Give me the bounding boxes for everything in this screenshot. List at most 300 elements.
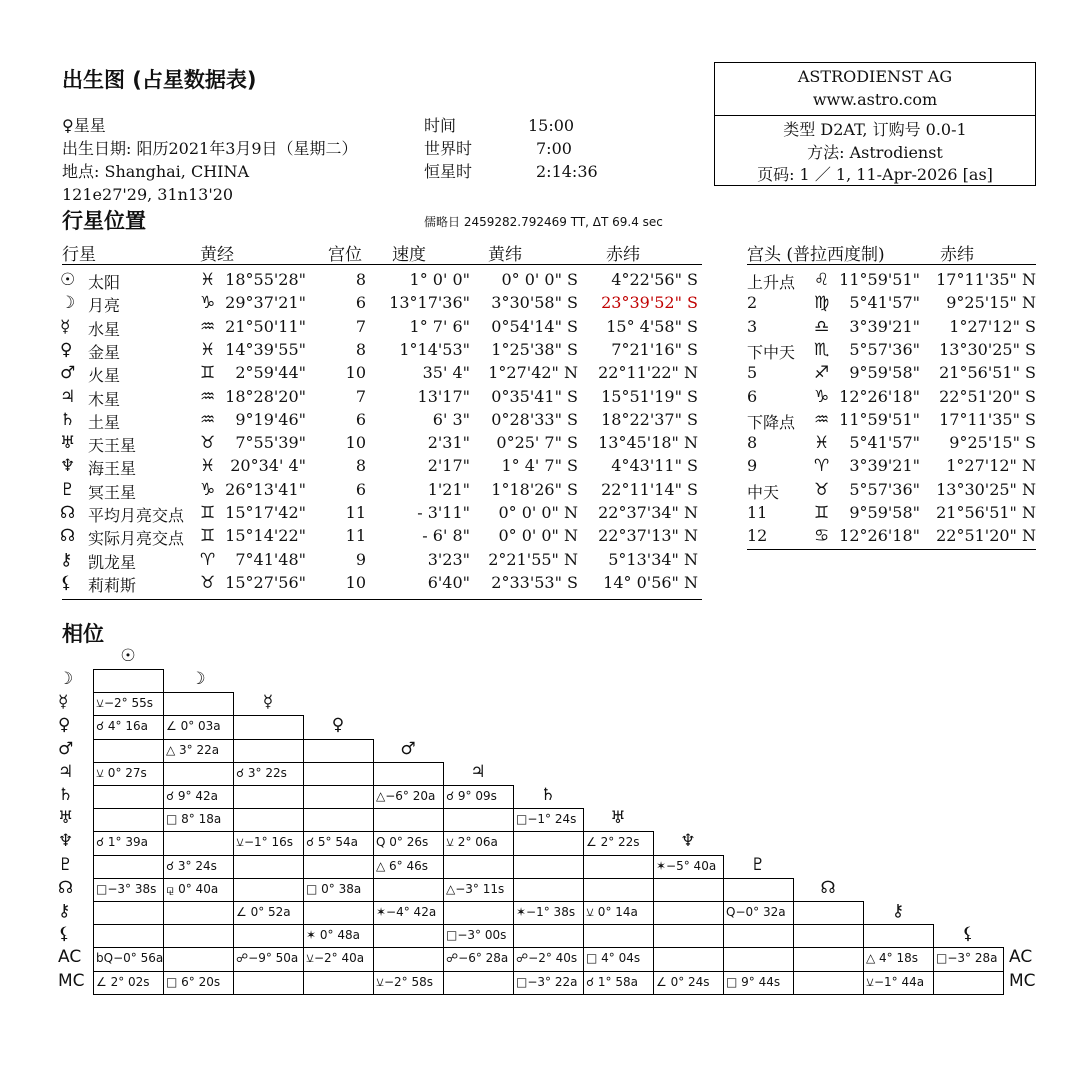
aspect-cell: ⚼ 0° 40a — [163, 878, 234, 902]
birth-date: 出生日期: 阳历2021年3月9日（星期二） — [62, 139, 358, 158]
planet-declination: 5°13'34" N — [608, 549, 698, 569]
house-declination: 17°11'35" N — [936, 270, 1036, 289]
sign-icon: ♌ — [814, 270, 830, 290]
planet-latitude: 0°25' 7" S — [496, 433, 578, 453]
aspect-cell — [653, 947, 724, 971]
planet-declination: 22°11'14" S — [601, 479, 698, 499]
aspect-column-symbol: ♃ — [470, 761, 486, 782]
aspect-cell — [303, 808, 374, 832]
aspect-cell: □ 4° 04s — [583, 947, 654, 971]
sign-icon: ♉ — [200, 572, 216, 593]
aspect-column-symbol: ⚸ — [961, 924, 975, 945]
aspect-cell: □ 6° 20s — [163, 971, 234, 995]
sidereal-value: 2:14:36 — [536, 162, 598, 181]
house-name: 12 — [747, 526, 768, 546]
house-bottom-rule — [747, 549, 1036, 550]
planet-house: 6 — [355, 409, 366, 429]
aspect-column-symbol: ♆ — [680, 831, 696, 852]
house-name: 5 — [747, 363, 758, 383]
aspect-cell: □−3° 28a — [933, 947, 1004, 971]
house-declination: 22°51'20" S — [939, 386, 1036, 406]
planet-longitude: 15°27'56" — [225, 572, 306, 592]
planet-latitude: 2°33'53" S — [491, 572, 578, 592]
sign-icon: ♓ — [814, 433, 830, 454]
aspect-column-symbol: ♂ — [400, 738, 416, 759]
aspect-cell: ✶−1° 38s — [513, 901, 584, 925]
planet-longitude: 26°13'41" — [225, 479, 306, 499]
house-longitude: 5°41'57" — [849, 433, 920, 453]
aspect-cell — [163, 947, 234, 971]
aspect-cell: ∠ 0° 03a — [163, 715, 234, 739]
aspect-cell — [723, 924, 794, 948]
house-declination: 13°30'25" N — [936, 479, 1036, 499]
sign-icon: ♎ — [814, 316, 830, 337]
house-name: 中天 — [747, 482, 780, 502]
aspect-cell: □−1° 24s — [513, 808, 584, 832]
planet-symbol: ♆ — [60, 456, 76, 477]
aspect-cell: ⚺−1° 44a — [863, 971, 934, 995]
aspect-cell: △ 4° 18s — [863, 947, 934, 971]
aspect-row-symbol: ☽ — [58, 669, 74, 689]
planet-name: 太阳 — [88, 273, 121, 292]
house-declination: 9°25'15" N — [946, 293, 1036, 313]
aspect-cell — [793, 971, 864, 995]
planet-declination: 15°51'19" S — [601, 386, 698, 406]
aspect-cell — [303, 762, 374, 786]
aspect-cell — [163, 692, 234, 716]
planet-speed: 13'17" — [417, 386, 470, 406]
birth-place: 地点: Shanghai, CHINA — [62, 162, 250, 181]
planet-name: 冥王星 — [88, 482, 137, 502]
planet-symbol: ♃ — [60, 386, 76, 407]
planet-name: 凯龙星 — [88, 552, 137, 572]
aspect-cell — [93, 785, 164, 809]
planet-symbol: ♅ — [60, 433, 76, 454]
aspect-cell — [233, 808, 304, 832]
sign-icon: ♒ — [200, 386, 216, 407]
house-declination: 1°27'12" N — [946, 456, 1036, 476]
planet-house: 11 — [345, 503, 366, 522]
aspect-cell — [373, 924, 444, 948]
aspect-cell: □−3° 22a — [513, 971, 584, 995]
planet-symbol: ☊ — [60, 526, 76, 547]
sign-icon: ♑ — [200, 479, 216, 500]
aspect-cell — [443, 901, 514, 925]
house-declination: 1°27'12" S — [949, 316, 1036, 336]
sign-icon: ♈ — [200, 549, 216, 570]
aspect-cell — [443, 855, 514, 879]
aspect-row-symbol: ⚷ — [58, 901, 71, 921]
sign-icon: ♊ — [200, 503, 216, 523]
aspect-column-symbol: ☽ — [190, 669, 206, 689]
house-header-rule — [747, 264, 1036, 265]
house-longitude: 11°59'51" — [839, 409, 920, 429]
infobox-divider — [715, 115, 1035, 116]
aspect-cell — [93, 739, 164, 763]
col-speed: 速度 — [392, 245, 426, 265]
aspect-cell: □ 8° 18a — [163, 808, 234, 832]
planet-name: 水星 — [88, 319, 121, 339]
house-name: 下降点 — [747, 412, 796, 432]
aspect-cell: ☌ 9° 42a — [163, 785, 234, 809]
planet-declination: 22°11'22" N — [598, 363, 698, 383]
planet-declination: 4°43'11" S — [611, 456, 698, 476]
planet-name: 莉莉斯 — [88, 575, 137, 595]
aspect-cell: ⚺ 2° 06a — [443, 831, 514, 855]
aspect-cell — [373, 762, 444, 786]
aspect-row-label: AC — [1009, 947, 1033, 968]
planet-longitude: 18°55'28" — [225, 270, 306, 289]
col-house-declination: 赤纬 — [940, 245, 974, 265]
house-name: 上升点 — [747, 273, 796, 292]
julian-day: 儒略日 2459282.792469 TT, ΔT 69.4 sec — [424, 215, 663, 229]
house-declination: 22°51'20" N — [936, 526, 1036, 546]
col-declination: 赤纬 — [606, 245, 640, 265]
planet-bottom-rule — [62, 599, 702, 600]
planet-house: 11 — [345, 526, 366, 546]
aspect-cell — [93, 669, 164, 693]
aspect-cell — [163, 924, 234, 948]
aspect-cell — [513, 831, 584, 855]
planet-longitude: 9°19'46" — [235, 409, 306, 429]
planet-house: 6 — [355, 293, 366, 313]
aspect-cell — [163, 901, 234, 925]
house-longitude: 3°39'21" — [849, 316, 920, 336]
planet-speed: 2'31" — [427, 433, 470, 453]
planet-latitude: 0° 0' 0" S — [501, 270, 578, 289]
planet-house: 10 — [345, 572, 366, 592]
sign-icon: ♏ — [814, 339, 830, 360]
planet-symbol: ⚸ — [60, 572, 73, 593]
aspect-cell — [163, 831, 234, 855]
aspect-cell: ☍−9° 50a — [233, 947, 304, 971]
aspect-cell — [233, 785, 304, 809]
planet-speed: 6'40" — [427, 572, 470, 592]
sign-icon: ♊ — [200, 526, 216, 547]
planet-longitude: 15°17'42" — [225, 503, 306, 522]
aspect-cell — [513, 924, 584, 948]
house-name: 11 — [747, 503, 768, 522]
aspect-cell: ⚺−2° 58s — [373, 971, 444, 995]
planet-longitude: 7°41'48" — [235, 549, 306, 569]
planet-longitude: 29°37'21" — [225, 293, 306, 313]
aspect-cell — [233, 924, 304, 948]
aspect-cell: □−3° 38s — [93, 878, 164, 902]
planet-name: 火星 — [88, 366, 121, 386]
aspect-cell: ⚺−2° 40a — [303, 947, 374, 971]
aspect-cell — [793, 901, 864, 925]
aspect-cell: ⚺ 0° 27s — [93, 762, 164, 786]
aspect-cell — [443, 808, 514, 832]
planet-speed: 3'23" — [427, 549, 470, 569]
planet-name: 海王星 — [88, 459, 137, 479]
sign-icon: ♉ — [814, 479, 830, 500]
house-declination: 13°30'25" S — [939, 339, 1036, 359]
planet-name: 土星 — [88, 412, 121, 432]
planet-name: 金星 — [88, 342, 121, 362]
planet-longitude: 21°50'11" — [225, 316, 306, 336]
aspect-cell — [303, 971, 374, 995]
planet-speed: 2'17" — [427, 456, 470, 476]
aspect-cell: ⚺−2° 55s — [93, 692, 164, 716]
aspect-cell — [93, 901, 164, 925]
sign-icon: ♒ — [200, 316, 216, 337]
planet-latitude: 0°35'41" S — [491, 386, 578, 406]
planet-positions-heading: 行星位置 — [62, 209, 146, 233]
aspect-cell: ∠ 2° 22s — [583, 831, 654, 855]
astrodienst-infobox — [714, 62, 1036, 186]
aspect-cell: ☌ 9° 09s — [443, 785, 514, 809]
planet-house: 9 — [355, 549, 366, 569]
page-number: 页码: 1 ／ 1, 11-Apr-2026 [as] — [757, 165, 993, 184]
website: www.astro.com — [812, 90, 938, 109]
aspect-row-symbol: ♆ — [58, 831, 74, 852]
aspect-row-symbol: ♅ — [58, 808, 74, 829]
aspect-cell: ☌ 4° 16a — [93, 715, 164, 739]
company-name: ASTRODIENST AG — [797, 67, 953, 86]
aspect-column-symbol: ☿ — [262, 692, 274, 713]
sign-icon: ♑ — [814, 386, 830, 407]
planet-symbol: ♇ — [60, 479, 76, 500]
house-name: 6 — [747, 386, 758, 406]
person-name: ♀星星 — [62, 116, 106, 135]
planet-longitude: 14°39'55" — [225, 339, 306, 359]
aspect-cell — [93, 808, 164, 832]
sign-icon: ♋ — [814, 526, 830, 547]
aspect-row-symbol: MC — [58, 970, 85, 991]
planet-symbol: ⚷ — [60, 549, 73, 570]
house-declination: 21°56'51" S — [939, 363, 1036, 383]
planet-declination: 22°37'13" N — [598, 526, 698, 546]
planet-latitude: 0° 0' 0" N — [498, 526, 578, 546]
house-longitude: 3°39'21" — [849, 456, 920, 476]
aspect-cell — [233, 739, 304, 763]
aspect-cell: ☍−6° 28a — [443, 947, 514, 971]
planet-speed: 13°17'36" — [389, 293, 470, 313]
planet-speed: 1'21" — [427, 479, 470, 499]
planet-symbol: ☊ — [60, 503, 76, 523]
planet-house: 8 — [355, 270, 366, 289]
planet-latitude: 3°30'58" S — [491, 293, 578, 313]
planet-name: 天王星 — [88, 436, 137, 456]
planet-latitude: 2°21'55" N — [488, 549, 578, 569]
planet-latitude: 1° 4' 7" S — [501, 456, 578, 476]
aspect-cell — [933, 971, 1004, 995]
house-name: 2 — [747, 293, 758, 313]
house-declination: 17°11'35" S — [939, 409, 1036, 429]
aspect-cell: ∠ 0° 24s — [653, 971, 724, 995]
planet-longitude: 7°55'39" — [235, 433, 306, 453]
chart-type: 类型 D2AT, 订购号 0.0-1 — [783, 120, 967, 139]
aspect-cell: △ 6° 46s — [373, 855, 444, 879]
col-planet: 行星 — [62, 245, 96, 265]
page-title: 出生图 (占星数据表) — [62, 68, 257, 92]
aspect-row-symbol: ♄ — [58, 785, 74, 805]
aspect-row-symbol: ♇ — [58, 854, 74, 875]
planet-house: 6 — [355, 479, 366, 499]
aspect-row-symbol: ♂ — [58, 738, 74, 759]
house-declination: 9°25'15" S — [949, 433, 1036, 453]
aspect-cell — [163, 762, 234, 786]
aspect-cell: □ 9° 44s — [723, 971, 794, 995]
house-name: 9 — [747, 456, 758, 476]
method: 方法: Astrodienst — [807, 143, 943, 162]
aspect-column-symbol: ♀ — [331, 715, 345, 736]
aspect-cell — [233, 715, 304, 739]
aspect-cell: ∠ 0° 52a — [233, 901, 304, 925]
planet-speed: 1° 7' 6" — [409, 316, 470, 336]
planet-symbol: ☉ — [60, 270, 76, 290]
person-info — [62, 114, 358, 206]
sidereal-label: 恒星时 — [424, 162, 473, 181]
aspect-cell — [443, 971, 514, 995]
aspect-cell: ∠ 2° 02s — [93, 971, 164, 995]
aspect-cell — [303, 739, 374, 763]
aspect-cell — [303, 901, 374, 925]
aspect-cell — [653, 924, 724, 948]
aspect-cell — [583, 878, 654, 902]
aspect-cell — [653, 878, 724, 902]
aspect-cell: ☌ 5° 54a — [303, 831, 374, 855]
planet-name: 平均月亮交点 — [88, 506, 185, 525]
col-house-cusps: 宫头 (普拉西度制) — [747, 245, 885, 265]
house-declination: 21°56'51" N — [936, 503, 1036, 522]
planet-house: 7 — [355, 386, 366, 406]
house-longitude: 5°57'36" — [849, 339, 920, 359]
planet-speed: - 3'11" — [417, 503, 470, 522]
aspect-cell — [373, 808, 444, 832]
sign-icon: ♈ — [814, 456, 830, 477]
planet-house: 7 — [355, 316, 366, 336]
aspect-cell: △−6° 20a — [373, 785, 444, 809]
time-labels — [424, 114, 472, 183]
aspect-cell: ✶−5° 40a — [653, 855, 724, 879]
planet-house: 8 — [355, 456, 366, 476]
aspect-cell: Q−0° 32a — [723, 901, 794, 925]
planet-longitude: 18°28'20" — [225, 386, 306, 406]
aspect-cell — [373, 878, 444, 902]
planet-declination: 23°39'52" S — [601, 293, 698, 313]
aspect-row-symbol: ☊ — [58, 877, 74, 898]
aspect-column-symbol: ☉ — [120, 645, 136, 666]
planet-longitude: 15°14'22" — [225, 526, 306, 546]
aspect-cell — [233, 855, 304, 879]
aspect-cell — [583, 855, 654, 879]
planet-declination: 14° 0'56" N — [603, 572, 698, 592]
aspect-column-symbol: ♄ — [540, 785, 556, 805]
aspect-row-symbol: ⚸ — [58, 924, 71, 945]
aspect-cell: ✶−4° 42a — [373, 901, 444, 925]
house-longitude: 5°57'36" — [849, 479, 920, 499]
aspect-cell: △−3° 11s — [443, 878, 514, 902]
aspect-cell: Q 0° 26s — [373, 831, 444, 855]
aspect-cell — [653, 901, 724, 925]
aspect-row-label: MC — [1009, 970, 1036, 991]
planet-speed: 1° 0' 0" — [409, 270, 470, 289]
aspect-cell — [373, 947, 444, 971]
planet-symbol: ♀ — [60, 339, 73, 360]
aspect-column-symbol: ♇ — [750, 854, 766, 875]
planet-declination: 18°22'37" S — [601, 409, 698, 429]
col-longitude: 黄经 — [200, 245, 234, 265]
aspect-cell — [793, 924, 864, 948]
aspect-cell: ☌ 3° 24s — [163, 855, 234, 879]
aspect-cell: ☌ 3° 22s — [233, 762, 304, 786]
aspect-cell — [583, 924, 654, 948]
ut-value: 7:00 — [536, 139, 572, 158]
sign-icon: ♒ — [200, 409, 216, 430]
planet-longitude: 20°34' 4" — [230, 456, 306, 476]
planet-declination: 4°22'56" S — [611, 270, 698, 289]
planet-symbol: ☿ — [60, 316, 71, 337]
aspect-cell — [723, 947, 794, 971]
planet-latitude: 1°25'38" S — [491, 339, 578, 359]
planet-symbol: ♄ — [60, 409, 76, 430]
sign-icon: ♓ — [200, 456, 216, 477]
house-name: 下中天 — [747, 342, 796, 362]
aspect-column-symbol: ☊ — [820, 877, 836, 898]
aspect-cell — [513, 855, 584, 879]
aspect-cell: △ 3° 22a — [163, 739, 234, 763]
house-longitude: 9°59'58" — [849, 363, 920, 383]
aspect-cell — [93, 924, 164, 948]
aspect-cell: □ 0° 38a — [303, 878, 374, 902]
ut-label: 世界时 — [424, 139, 473, 158]
house-longitude: 12°26'18" — [839, 386, 920, 406]
aspect-column-symbol: ⚷ — [891, 901, 905, 921]
time-value: 15:00 — [528, 116, 575, 135]
sign-icon: ♒ — [814, 409, 830, 430]
planet-declination: 13°45'18" N — [598, 433, 698, 453]
sign-icon: ♐ — [814, 363, 830, 384]
aspect-cell — [723, 878, 794, 902]
planet-declination: 7°21'16" S — [611, 339, 698, 359]
aspect-cell — [233, 971, 304, 995]
aspect-row-symbol: AC — [58, 947, 82, 968]
aspect-cell: bQ−0° 56a — [93, 947, 164, 971]
planet-declination: 15° 4'58" S — [606, 316, 698, 336]
planet-latitude: 0°28'33" S — [491, 409, 578, 429]
planet-speed: 35' 4" — [422, 363, 470, 383]
sign-icon: ♍ — [814, 293, 830, 314]
planet-name: 木星 — [88, 389, 121, 409]
planet-header-rule — [62, 264, 702, 265]
sign-icon: ♓ — [200, 270, 216, 290]
aspect-cell: ✶ 0° 48a — [303, 924, 374, 948]
aspects-heading: 相位 — [62, 622, 104, 646]
aspect-cell: □−3° 00s — [443, 924, 514, 948]
aspect-row-symbol: ☿ — [58, 692, 69, 713]
planet-longitude: 2°59'44" — [235, 363, 306, 383]
planet-latitude: 1°18'26" S — [491, 479, 578, 499]
birth-coords: 121e27'29, 31n13'20 — [62, 185, 234, 204]
aspect-cell — [233, 878, 304, 902]
planet-speed: 6' 3" — [432, 409, 470, 429]
house-longitude: 11°59'51" — [839, 270, 920, 289]
aspect-cell — [863, 924, 934, 948]
sign-icon: ♑ — [200, 293, 216, 314]
aspect-cell: ☍−2° 40s — [513, 947, 584, 971]
planet-name: 实际月亮交点 — [88, 529, 185, 549]
planet-house: 10 — [345, 363, 366, 383]
planet-latitude: 1°27'42" N — [488, 363, 578, 383]
aspect-column-symbol: ♅ — [610, 808, 626, 829]
house-longitude: 12°26'18" — [839, 526, 920, 546]
planet-name: 月亮 — [88, 296, 121, 316]
planet-declination: 22°37'34" N — [598, 503, 698, 522]
aspect-row-symbol: ♀ — [58, 715, 71, 736]
aspect-cell: ⚺ 0° 14a — [583, 901, 654, 925]
